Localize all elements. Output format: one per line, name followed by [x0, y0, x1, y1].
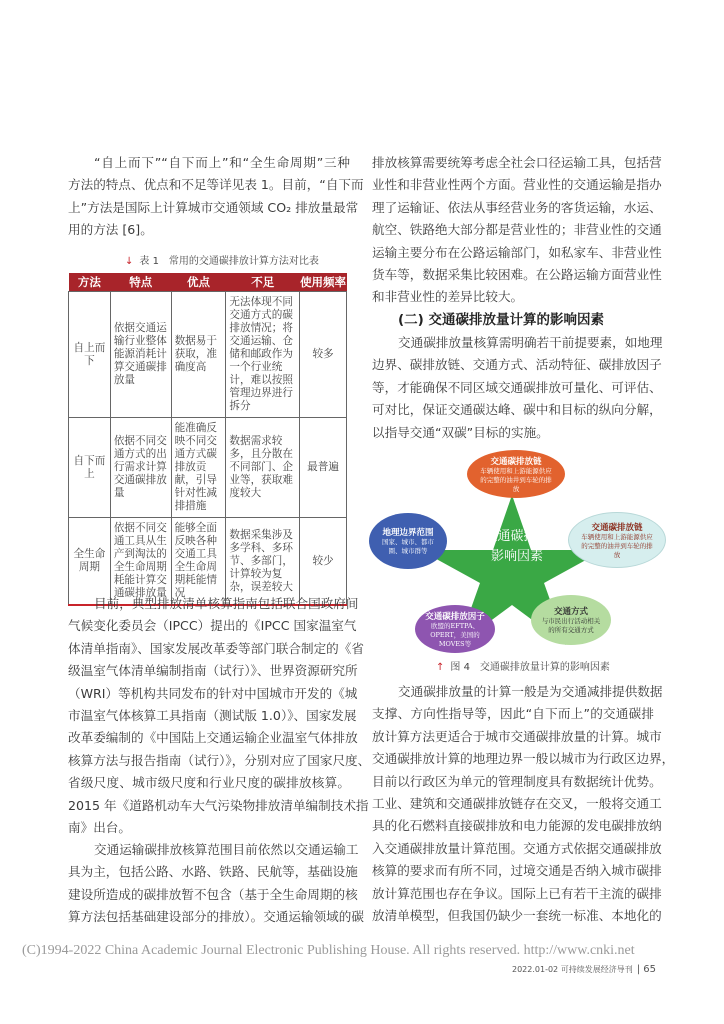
text-line: 核算方法与报告指南（试行）》，分别对应了国家尺度、: [68, 752, 371, 768]
journal-name: 2022.01-02 可持续发展经济导刊: [512, 965, 633, 974]
text-line: 交通碳排放量的计算一般是为交通减排提供数据: [398, 684, 663, 699]
table-cell: 能够全面反映各种交通工具全生命周期耗能情况: [171, 518, 226, 606]
table-cell: 能准确反映不同交通方式碳排放贡献，引导针对性减排措施: [171, 418, 226, 518]
text-line: 交通运输碳排放核算范围目前依然以交通运输工: [94, 842, 359, 857]
left-para-2: [68, 593, 371, 839]
copyright-footer: (C)1994-2022 China Academic Journal Electronic Publishing House. All rights reserved. http://www.cnki.net: [22, 943, 635, 958]
table-cell: 数据采集涉及多学科、多环节、多部门，计算较为复杂，误差较大: [226, 518, 300, 606]
text-line: 目前以行政区为单元的管理制度具有数据统计优势。: [372, 773, 662, 789]
node-transport-mode: [531, 595, 611, 645]
node-desc: 国家、城市、都市圈、城市群等: [382, 538, 434, 555]
node-title: 地理边界范围: [382, 528, 434, 538]
text-line: 放清单模型，但我国仍缺少一套统一标准、本地化的: [372, 907, 662, 923]
text-line: 市温室气体核算工具指南（测试版 1.0）》、国家发展: [68, 707, 357, 723]
node-emission-chain: [467, 450, 565, 498]
comparison-table: [68, 273, 347, 606]
text-line: 气候变化委员会（IPCC）提出的《IPCC 国家温室气: [68, 618, 357, 634]
table-header: 优点: [171, 273, 226, 292]
right-para-1: [372, 152, 662, 309]
text-line: 可对比，保证交通碳达峰、碳中和目标的纵向分解，: [372, 402, 662, 418]
table-caption: [125, 252, 319, 267]
text-line: 理了运输证、依法从事经营业务的客货运输，水运、: [372, 199, 662, 215]
table-cell: 依据不同交通工具从生产到淘汰的全生命周期耗能计算交通碳排放量: [110, 518, 171, 606]
arrow-up-icon: ↑: [436, 662, 445, 673]
left-para-3: [68, 839, 364, 929]
text-line: 方法的特点、优点和不足等详见表 1。目前，“自下而: [68, 177, 364, 193]
table-cell: 自下而上: [69, 418, 111, 518]
text-line: （WRI）等机构共同发布的针对中国城市开发的《城: [68, 685, 358, 701]
text-line: 边界、碳排放链、交通方式、活动特征、碳排放因子: [372, 357, 662, 373]
table-row: [69, 518, 347, 606]
table-header: 方法: [69, 273, 111, 292]
text-line: 具为主，包括公路、水路、铁路、民航等，基础设施: [68, 864, 358, 880]
table-cell: 自上而下: [69, 292, 111, 418]
text-line: 运输主要分布在公路运输部门，如私家车、非营业性: [372, 244, 662, 260]
center-label: [467, 527, 567, 567]
table-cell: 数据需求较多，且分散在不同部门、企业等，获取难度较大: [226, 418, 300, 518]
text-line: 放计算方法更适合于城市交通碳排放量的计算。城市: [372, 728, 662, 744]
table-cell: 数据易于获取，准确度高: [171, 292, 226, 418]
text-line: 放计算范围也存在争议。国际上已有若干主流的碳排: [372, 885, 662, 901]
table-header: 不足: [226, 273, 300, 292]
text-line: 2015 年《道路机动车大气污染物排放清单编制技术指: [68, 797, 369, 813]
text-line: 用的方法 [6]。: [68, 222, 153, 238]
table-cell: 较少: [300, 518, 347, 606]
figure-4-influence-factors: [365, 445, 665, 660]
arrow-down-icon: ↓: [125, 256, 134, 267]
text-line: 和非营业性的差异比较大。: [372, 289, 524, 305]
node-title: 交通碳排放因子: [425, 611, 485, 622]
text-line: 改革委编制的《中国陆上交通运输企业温室气体排放: [68, 730, 358, 746]
text-line: 以指导交通“双碳”目标的实施。: [372, 424, 549, 440]
text-line: 工业、建筑和交通碳排放链存在交叉，一般将交通工: [372, 795, 662, 811]
section-heading: (二) 交通碳排放量计算的影响因素: [398, 312, 605, 328]
text-line: 南》出台。: [68, 819, 131, 835]
node-desc: 欧盟的EFTPA、OPERT，美国的MOVES等: [430, 621, 480, 648]
text-line: 目前，典型排放清单核算指南包括联合国政府间: [94, 596, 359, 611]
journal-info: [512, 964, 656, 976]
text-line: 体清单指南》、国家发展改革委等部门联合制定的《省: [68, 640, 364, 656]
node-title: 交通碳排放链: [490, 456, 542, 467]
table-header: 使用频率: [300, 273, 347, 292]
node-geographic-boundary: [369, 513, 447, 569]
text-line: “自上而下”“自下而上”和“全生命周期”三种: [94, 155, 350, 170]
table-header-row: [69, 273, 347, 292]
text-line: 航空、铁路绝大部分都是营业性的；非营业性的交通: [372, 222, 662, 238]
table-cell: 依据不同交通方式的出行需求计算交通碳排放量: [110, 418, 171, 518]
table-row: [69, 292, 347, 418]
text-line: 支撑、方向性指导等，因此“自下而上”的交通碳排: [372, 706, 654, 722]
table-cell: 依据交通运输行业整体能源消耗计算交通碳排放量: [110, 292, 171, 418]
table-cell: 无法体现不同交通方式的碳排放情况；将交通运输、仓储和邮政作为一个行业统计，难以按照管理边界进行拆分: [226, 292, 300, 418]
node-desc: 车辆使用和上游能源供应的完整的油井到车轮的排放: [581, 532, 653, 559]
text-line: 交通碳排放量核算需明确若干前提要素，如地理: [398, 335, 663, 350]
text-line: 交通碳排放计算的地理边界一般以城市为行政区边界，: [372, 751, 675, 767]
right-para-3: [372, 681, 675, 927]
text-line: 算方法包括基础建设部分的排放）。交通运输领域的碳: [68, 909, 364, 925]
table-row: [69, 418, 347, 518]
figure-caption: [436, 658, 610, 673]
text-line: 入交通碳排放量计算范围。交通方式依据交通碳排放: [372, 840, 662, 856]
text-line: 业性和非营业性两个方面。营业性的交通运输是指办: [372, 177, 662, 193]
node-title: 交通方式: [553, 607, 588, 617]
node-desc: 与市民出行活动相关的所有交通方式: [541, 617, 601, 634]
table-header: 特点: [110, 273, 171, 292]
table-cell: 最普遍: [300, 418, 347, 518]
text-line: 核算的要求而有所不同，过境交通是否纳入城市碳排: [372, 863, 662, 879]
node-emission-chain-right: [568, 512, 666, 568]
table-cell: 全生命周期: [69, 518, 111, 606]
center-label-line: 交通碳排放: [484, 529, 550, 544]
table-caption-text: 表 1 常用的交通碳排放计算方法对比表: [139, 256, 319, 267]
text-line: 货车等，数据采集比较困难。在公路运输方面营业性: [372, 266, 662, 282]
text-line: 上”方法是国际上计算城市交通领域 CO₂ 排放量最常: [68, 199, 359, 215]
page-number: | 65: [636, 964, 656, 975]
node-title: 交通碳排放链: [591, 522, 643, 533]
text-line: 排放核算需要统筹考虑全社会口径运输工具，包括营: [372, 155, 662, 170]
node-desc: 车辆使用和上游能源供应的完整的油井到车轮的排放: [480, 466, 552, 493]
text-line: 建设所造成的碳排放暂不包含（基于全生命周期的核: [68, 886, 358, 902]
node-emission-factor: [415, 605, 495, 653]
center-label-line: 影响因素: [490, 549, 543, 564]
text-line: 省级尺度、城市级尺度和行业尺度的碳排放核算。: [68, 775, 350, 791]
text-line: 级温室气体清单编制指南（试行）》、世界资源研究所: [68, 663, 358, 679]
text-line: 具的化石燃料直接碳排放和电力能源的发电碳排放纳: [372, 818, 662, 834]
figure-caption-text: 图 4 交通碳排放量计算的影响因素: [450, 662, 610, 673]
text-line: 等，才能确保不同区域交通碳排放可量化、可评估、: [372, 379, 662, 395]
left-para-1: [68, 152, 364, 242]
table-cell: 较多: [300, 292, 347, 418]
right-para-2: [372, 332, 663, 444]
